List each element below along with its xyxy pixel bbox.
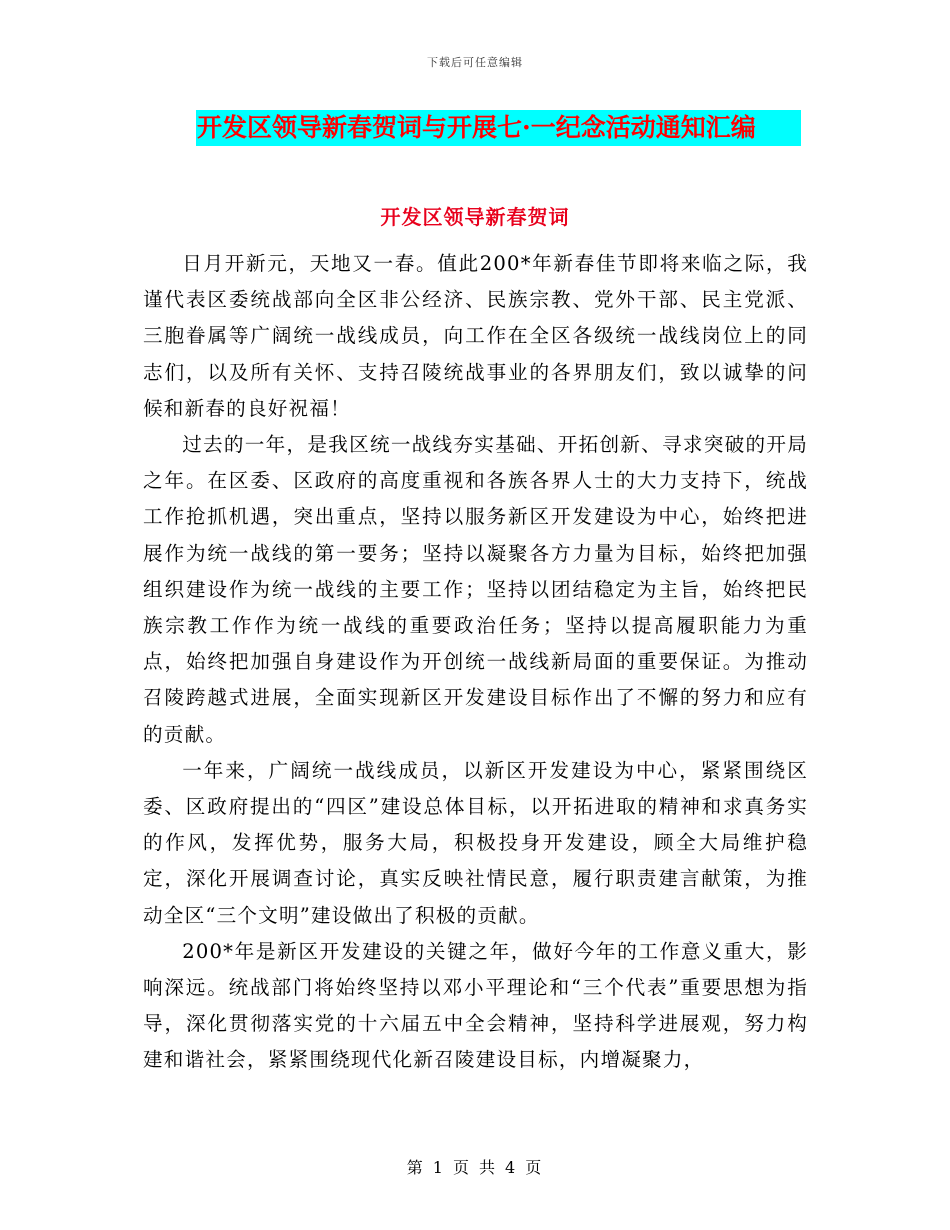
footer-label-page-unit: 页	[452, 1158, 471, 1177]
section-title: 开发区领导新春贺词	[380, 205, 570, 229]
footer-label-total-unit: 页	[525, 1158, 544, 1177]
paragraph: 过去的一年，是我区统一战线夯实基础、开拓创新、寻求突破的开局之年。在区委、区政府的高度重视和各族各界人士的大力支持下，统战工作抢抓机遇，突出重点，坚持以服务新区开发建设为中心，始终把进展作为统一战线的第一要务；坚持以凝聚各方力量为目标，始终把加强组织建设作为统一战线的主要工作；坚持以团结稳定为主旨，始终把民族宗教工作作为统一战线的重要政治任务；坚持以提高履职能力为重点，始终把加强自身建设作为开创统一战线新局面的重要保证。为推动召陵跨越式进展，全面实现新区开发建设目标作出了不懈的努力和应有的贡献。	[143, 433, 808, 746]
footer-label-page: 第	[406, 1158, 425, 1177]
current-page-number: 1	[432, 1158, 445, 1177]
main-title: 开发区领导新春贺词与开展七·一纪念活动通知汇编	[197, 113, 756, 142]
paragraph: 一年来，广阔统一战线成员，以新区开发建设为中心，紧紧围绕区委、区政府提出的“四区”建设总体目标，以开拓进取的精神和求真务实的作风，发挥优势，服务大局，积极投身开发建设，顾全大局维护稳定，深化开展调查讨论，真实反映社情民意，履行职责建言献策，为推动全区“三个文明”建设做出了积极的贡献。	[143, 758, 808, 927]
main-title-highlight	[196, 110, 801, 146]
page-footer	[0, 1155, 950, 1178]
total-pages-number: 4	[505, 1158, 518, 1177]
body-text	[143, 246, 808, 1079]
header-note: 下载后可任意编辑	[427, 56, 523, 69]
footer-label-total: 共	[479, 1158, 498, 1177]
paragraph: 200*年是新区开发建设的关键之年，做好今年的工作意义重大，影响深远。统战部门将始终坚持以邓小平理论和“三个代表”重要思想为指导，深化贯彻落实党的十六届五中全会精神，坚持科学进展观，努力构建和谐社会，紧紧围绕现代化新召陵建设目标，内增凝聚力，	[143, 939, 808, 1072]
paragraph: 日月开新元，天地又一春。值此200*年新春佳节即将来临之际，我谨代表区委统战部向全区非公经济、民族宗教、党外干部、民主党派、三胞眷属等广阔统一战线成员，向工作在全区各级统一战线岗位上的同志们，以及所有关怀、支持召陵统战事业的各界朋友们，致以诚挚的问候和新春的良好祝福！	[143, 252, 808, 420]
